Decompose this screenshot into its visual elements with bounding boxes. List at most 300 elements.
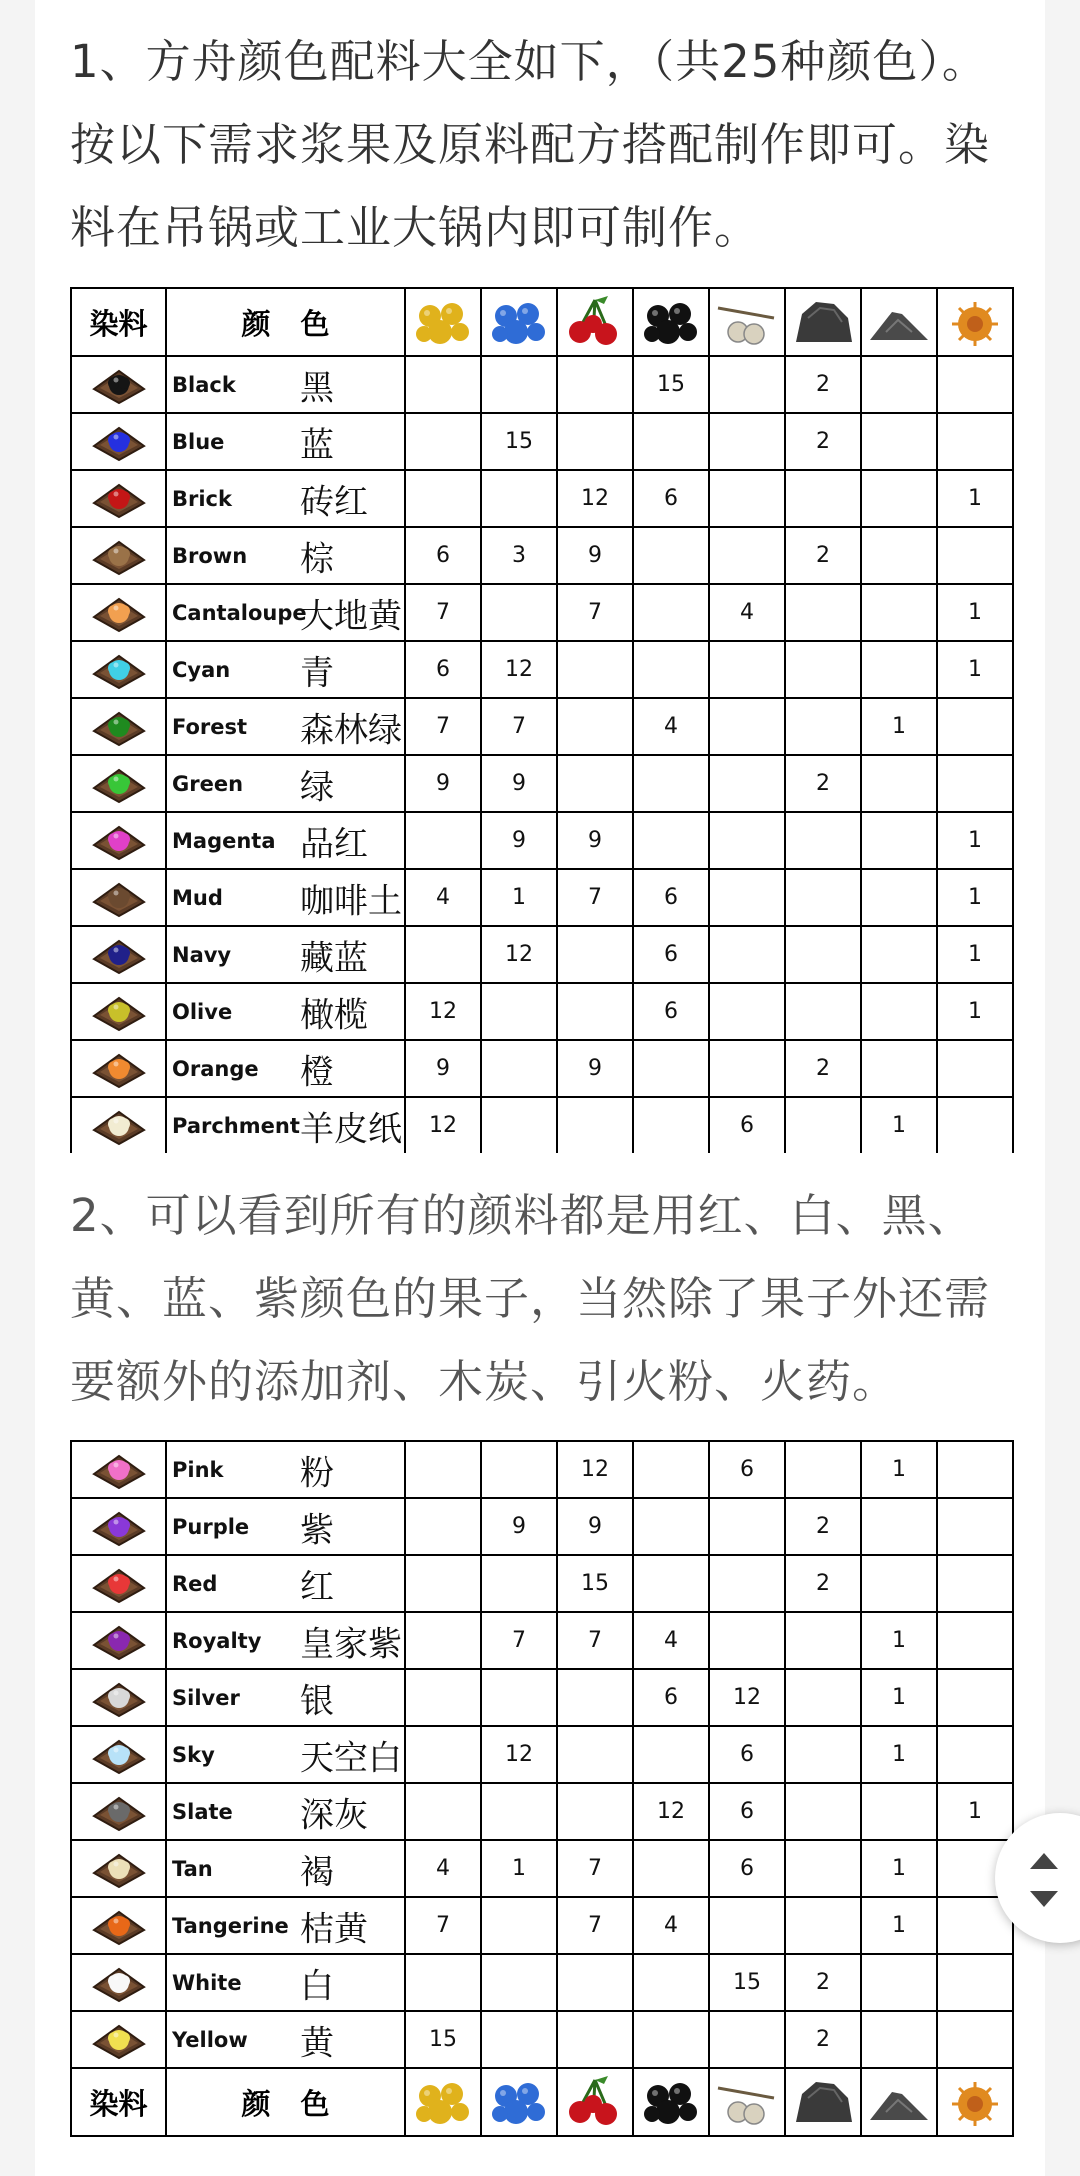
arrow-down-icon: [1030, 1891, 1058, 1907]
ingredient-amount: [937, 356, 1013, 413]
dye-name-en: Brown: [172, 543, 248, 568]
ingredient-amount: [633, 413, 709, 470]
dye-name-cn: 桔黄: [300, 1909, 368, 1949]
ingredient-amount: [481, 1040, 557, 1097]
white-berry-icon: [709, 2068, 785, 2136]
ingredient-amount: [861, 641, 937, 698]
ingredient-amount: 9: [557, 1040, 633, 1097]
dye-name-cn: 皇家紫: [300, 1624, 402, 1664]
dye-name-cell: [166, 1840, 405, 1897]
dye-name-en: Green: [172, 771, 244, 796]
dye-name-en: Cantaloupe: [172, 600, 307, 625]
dye-name-cell: [166, 1555, 405, 1612]
ingredient-amount: [709, 527, 785, 584]
ingredient-amount: 2: [785, 356, 861, 413]
ingredient-amount: [861, 983, 937, 1040]
ingredient-amount: [785, 1840, 861, 1897]
ingredient-amount: [633, 1555, 709, 1612]
ingredient-amount: [709, 812, 785, 869]
ingredient-amount: 12: [481, 926, 557, 983]
ingredient-amount: 1: [861, 1840, 937, 1897]
table-row: [71, 1097, 1013, 1153]
dye-name-cell: [166, 1726, 405, 1783]
ingredient-amount: 7: [557, 869, 633, 926]
ingredient-amount: [861, 2011, 937, 2068]
table-row: [71, 2011, 1013, 2068]
table-row: [71, 356, 1013, 413]
dye-icon: [71, 1897, 166, 1954]
dye-name-cell: [166, 2011, 405, 2068]
dye-name-cn: 深灰: [300, 1795, 368, 1835]
ingredient-amount: [937, 1954, 1013, 2011]
ingredient-amount: [633, 812, 709, 869]
ingredient-amount: [557, 926, 633, 983]
dye-name-cn: 红: [300, 1567, 334, 1607]
explanation-paragraph: 2、可以看到所有的颜料都是用红、白、黑、黄、蓝、紫颜色的果子，当然除了果子外还需要额外的添加剂、木炭、引火粉、火药。: [70, 1189, 991, 1408]
ingredient-amount: [405, 1612, 481, 1669]
ingredient-amount: [785, 470, 861, 527]
black-berry-icon: [633, 288, 709, 356]
ingredient-amount: [937, 1669, 1013, 1726]
ingredient-amount: [861, 413, 937, 470]
ingredient-amount: 1: [861, 1612, 937, 1669]
red-berry-icon: [557, 2068, 633, 2136]
ingredient-amount: 6: [633, 1669, 709, 1726]
ingredient-amount: 15: [405, 2011, 481, 2068]
dye-name-en: Tangerine: [172, 1913, 289, 1938]
dye-name-cn: 青: [300, 653, 334, 693]
dye-icon: [71, 470, 166, 527]
ingredient-amount: [405, 1441, 481, 1498]
dye-icon: [71, 2011, 166, 2068]
table-row: [71, 983, 1013, 1040]
dye-icon: [71, 1840, 166, 1897]
blue-berry-icon: [481, 2068, 557, 2136]
ingredient-amount: [405, 356, 481, 413]
ingredient-amount: 15: [481, 413, 557, 470]
dye-name-en: Pink: [172, 1457, 224, 1482]
ingredient-amount: 6: [709, 1097, 785, 1153]
dye-icon: [71, 698, 166, 755]
dye-icon: [71, 926, 166, 983]
dye-name-cell: [166, 584, 405, 641]
dye-name-cell: [166, 470, 405, 527]
footer-dye: 染料: [71, 2068, 166, 2136]
ingredient-amount: [481, 1555, 557, 1612]
ingredient-amount: [937, 1097, 1013, 1153]
ingredient-amount: [709, 983, 785, 1040]
ingredient-amount: 9: [481, 1498, 557, 1555]
ingredient-amount: [937, 2011, 1013, 2068]
ingredient-amount: [709, 869, 785, 926]
ingredient-amount: [405, 1669, 481, 1726]
dye-name-en: White: [172, 1970, 242, 1995]
ingredient-amount: [405, 413, 481, 470]
ingredient-amount: [861, 356, 937, 413]
ingredient-amount: [785, 1897, 861, 1954]
ingredient-amount: [405, 1555, 481, 1612]
ingredient-amount: 9: [557, 812, 633, 869]
ingredient-amount: 1: [861, 1726, 937, 1783]
dye-name-en: Blue: [172, 429, 225, 454]
ingredient-amount: 2: [785, 1555, 861, 1612]
dye-name-cn: 棕: [300, 539, 334, 579]
header-color: 颜色: [166, 288, 405, 356]
dye-icon: [71, 413, 166, 470]
ingredient-amount: [709, 413, 785, 470]
ingredient-amount: 1: [861, 1897, 937, 1954]
ingredient-amount: [481, 2011, 557, 2068]
ingredient-amount: [557, 413, 633, 470]
ingredient-amount: [709, 641, 785, 698]
ingredient-amount: 1: [861, 1441, 937, 1498]
ingredient-amount: 4: [405, 1840, 481, 1897]
ingredient-amount: 2: [785, 2011, 861, 2068]
dye-name-en: Slate: [172, 1799, 233, 1824]
dye-name-cell: [166, 1097, 405, 1153]
ingredient-amount: [557, 1097, 633, 1153]
ingredient-amount: [861, 869, 937, 926]
dye-icon: [71, 1726, 166, 1783]
ingredient-amount: 2: [785, 413, 861, 470]
ingredient-amount: [405, 812, 481, 869]
dye-icon: [71, 1555, 166, 1612]
ingredient-amount: [557, 356, 633, 413]
red-berry-icon: [557, 288, 633, 356]
dye-name-en: Forest: [172, 714, 248, 739]
ingredient-amount: 1: [937, 812, 1013, 869]
dye-name-cell: [166, 641, 405, 698]
ingredient-amount: 6: [633, 983, 709, 1040]
ingredient-amount: [709, 1612, 785, 1669]
dye-name-en: Orange: [172, 1056, 259, 1081]
ingredient-amount: [937, 755, 1013, 812]
white-berry-icon: [709, 288, 785, 356]
ingredient-amount: [937, 1498, 1013, 1555]
ingredient-amount: [481, 983, 557, 1040]
ingredient-amount: [481, 1097, 557, 1153]
table-row: [71, 869, 1013, 926]
dye-icon: [71, 641, 166, 698]
ingredient-amount: [785, 641, 861, 698]
ingredient-amount: 1: [481, 869, 557, 926]
ingredient-amount: [785, 812, 861, 869]
ingredient-amount: 7: [405, 584, 481, 641]
dye-name-cn: 褐: [300, 1852, 334, 1892]
ingredient-amount: 12: [557, 1441, 633, 1498]
dye-recipe-table-2: [70, 1440, 1014, 2137]
ingredient-amount: [481, 1897, 557, 1954]
ingredient-amount: 6: [633, 869, 709, 926]
black-berry-icon: [633, 2068, 709, 2136]
dye-name-cell: [166, 812, 405, 869]
table-row: [71, 641, 1013, 698]
ingredient-amount: [861, 1555, 937, 1612]
table-row: [71, 413, 1013, 470]
dye-name-cell: [166, 413, 405, 470]
ingredient-amount: 9: [405, 1040, 481, 1097]
ingredient-amount: [709, 1555, 785, 1612]
table-row: [71, 812, 1013, 869]
ingredient-amount: 6: [405, 527, 481, 584]
dye-name-cell: [166, 527, 405, 584]
ingredient-amount: 4: [405, 869, 481, 926]
charcoal-icon: [785, 2068, 861, 2136]
dye-name-en: Red: [172, 1571, 218, 1596]
ingredient-amount: 4: [709, 584, 785, 641]
dye-name-en: Yellow: [172, 2027, 248, 2052]
ingredient-amount: 6: [633, 926, 709, 983]
dye-name-cn: 大地黄: [300, 596, 402, 636]
ingredient-amount: 9: [481, 812, 557, 869]
sparkpowder-icon: [861, 2068, 937, 2136]
table-row: [71, 1954, 1013, 2011]
dye-name-cell: [166, 926, 405, 983]
dye-icon: [71, 356, 166, 413]
ingredient-amount: 7: [557, 1840, 633, 1897]
dye-icon: [71, 1669, 166, 1726]
ingredient-amount: [709, 755, 785, 812]
ingredient-amount: [481, 1783, 557, 1840]
ingredient-amount: [709, 470, 785, 527]
ingredient-amount: [709, 926, 785, 983]
dye-name-cn: 咖啡土: [300, 881, 402, 921]
dye-name-cn: 紫: [300, 1510, 334, 1550]
ingredient-amount: 6: [633, 470, 709, 527]
ingredient-amount: 15: [557, 1555, 633, 1612]
ingredient-amount: 2: [785, 1040, 861, 1097]
dye-name-en: Olive: [172, 999, 233, 1024]
dye-name-cell: [166, 869, 405, 926]
gunpowder-icon: [937, 2068, 1013, 2136]
ingredient-amount: [937, 1612, 1013, 1669]
ingredient-amount: 1: [481, 1840, 557, 1897]
dye-name-en: Purple: [172, 1514, 250, 1539]
ingredient-amount: 15: [633, 356, 709, 413]
ingredient-amount: [861, 584, 937, 641]
ingredient-amount: [405, 926, 481, 983]
table-header-row: [71, 288, 1013, 356]
ingredient-amount: [633, 1441, 709, 1498]
ingredient-amount: [633, 1097, 709, 1153]
dye-name-en: Silver: [172, 1685, 240, 1710]
dye-name-en: Parchment: [172, 1113, 300, 1138]
ingredient-amount: [861, 1040, 937, 1097]
ingredient-amount: [709, 356, 785, 413]
ingredient-amount: [709, 2011, 785, 2068]
charcoal-icon: [785, 288, 861, 356]
dye-name-cell: [166, 983, 405, 1040]
dye-name-en: Mud: [172, 885, 223, 910]
dye-name-cell: [166, 1441, 405, 1498]
table-row: [71, 1498, 1013, 1555]
ingredient-amount: [481, 1669, 557, 1726]
ingredient-amount: 1: [937, 926, 1013, 983]
table-row: [71, 1897, 1013, 1954]
ingredient-amount: 1: [937, 869, 1013, 926]
dye-icon: [71, 584, 166, 641]
dye-icon: [71, 755, 166, 812]
ingredient-amount: 2: [785, 1498, 861, 1555]
intro-paragraph: 1、方舟颜色配料大全如下，（共25种颜色）。按以下需求浆果及原料配方搭配制作即可。染料在吊锅或工业大锅内即可制作。: [70, 35, 991, 254]
ingredient-amount: [405, 1954, 481, 2011]
table-row: [71, 584, 1013, 641]
dye-name-cn: 藏蓝: [300, 938, 368, 978]
dye-name-cn: 黄: [300, 2023, 334, 2063]
table-row: [71, 1783, 1013, 1840]
ingredient-amount: 9: [481, 755, 557, 812]
table-row: [71, 698, 1013, 755]
dye-name-en: Cyan: [172, 657, 231, 682]
table-footer-header-row: [71, 2068, 1013, 2136]
ingredient-amount: [861, 470, 937, 527]
ingredient-amount: 9: [557, 527, 633, 584]
ingredient-amount: [785, 926, 861, 983]
ingredient-amount: [709, 698, 785, 755]
dye-name-cell: [166, 1783, 405, 1840]
yellow-berry-icon: [405, 288, 481, 356]
dye-name-cn: 橙: [300, 1052, 334, 1092]
ingredient-amount: [557, 983, 633, 1040]
ingredient-amount: [557, 755, 633, 812]
ingredient-amount: [557, 1783, 633, 1840]
ingredient-amount: [861, 527, 937, 584]
blue-berry-icon: [481, 288, 557, 356]
ingredient-amount: [937, 698, 1013, 755]
ingredient-amount: [481, 356, 557, 413]
ingredient-amount: 12: [633, 1783, 709, 1840]
ingredient-amount: 4: [633, 698, 709, 755]
dye-name-cn: 羊皮纸: [300, 1109, 402, 1149]
ingredient-amount: 1: [861, 1097, 937, 1153]
dye-name-cn: 蓝: [300, 425, 334, 465]
dye-name-en: Magenta: [172, 828, 276, 853]
ingredient-amount: 12: [481, 641, 557, 698]
ingredient-amount: 4: [633, 1897, 709, 1954]
dye-name-en: Sky: [172, 1742, 215, 1767]
table-row: [71, 1669, 1013, 1726]
ingredient-amount: 12: [709, 1669, 785, 1726]
ingredient-amount: [405, 1783, 481, 1840]
ingredient-amount: [937, 1726, 1013, 1783]
ingredient-amount: [937, 1441, 1013, 1498]
ingredient-amount: 12: [557, 470, 633, 527]
dye-name-cell: [166, 1669, 405, 1726]
ingredient-amount: [481, 1954, 557, 2011]
sparkpowder-icon: [861, 288, 937, 356]
dye-name-cn: 银: [300, 1681, 334, 1721]
ingredient-amount: [481, 1441, 557, 1498]
ingredient-amount: 7: [481, 1612, 557, 1669]
ingredient-amount: [633, 1498, 709, 1555]
ingredient-amount: [633, 755, 709, 812]
ingredient-amount: 7: [557, 1897, 633, 1954]
dye-name-cell: [166, 755, 405, 812]
dye-icon: [71, 1441, 166, 1498]
ingredient-amount: [861, 1954, 937, 2011]
ingredient-amount: [405, 470, 481, 527]
dye-name-cell: [166, 1954, 405, 2011]
ingredient-amount: [481, 470, 557, 527]
dye-name-cell: [166, 1612, 405, 1669]
yellow-berry-icon: [405, 2068, 481, 2136]
dye-icon: [71, 527, 166, 584]
ingredient-amount: [785, 869, 861, 926]
dye-name-cn: 白: [300, 1966, 334, 2006]
ingredient-amount: 1: [937, 641, 1013, 698]
dye-name-cn: 绿: [300, 767, 334, 807]
dye-name-en: Navy: [172, 942, 232, 967]
ingredient-amount: [481, 584, 557, 641]
ingredient-amount: 9: [557, 1498, 633, 1555]
ingredient-amount: 1: [861, 698, 937, 755]
ingredient-amount: [937, 1555, 1013, 1612]
table-row: [71, 1555, 1013, 1612]
ingredient-amount: [633, 584, 709, 641]
ingredient-amount: 1: [861, 1669, 937, 1726]
ingredient-amount: 9: [405, 755, 481, 812]
ingredient-amount: [709, 1897, 785, 1954]
ingredient-amount: 6: [709, 1441, 785, 1498]
ingredient-amount: 3: [481, 527, 557, 584]
ingredient-amount: 6: [709, 1783, 785, 1840]
ingredient-amount: [937, 413, 1013, 470]
dye-name-cn: 橄榄: [300, 995, 368, 1035]
dye-name-cn: 砖红: [300, 482, 368, 522]
dye-recipe-table-1: [70, 287, 1014, 1153]
ingredient-amount: [557, 1669, 633, 1726]
gunpowder-icon: [937, 288, 1013, 356]
table-row: [71, 1612, 1013, 1669]
ingredient-amount: [557, 2011, 633, 2068]
ingredient-amount: 2: [785, 755, 861, 812]
ingredient-amount: [785, 1783, 861, 1840]
table-row: [71, 926, 1013, 983]
ingredient-amount: [785, 983, 861, 1040]
ingredient-amount: [633, 641, 709, 698]
ingredient-amount: 6: [405, 641, 481, 698]
dye-name-cn: 粉: [300, 1453, 334, 1493]
ingredient-amount: [557, 1726, 633, 1783]
table-row: [71, 1840, 1013, 1897]
table-row: [71, 527, 1013, 584]
ingredient-amount: 2: [785, 1954, 861, 2011]
ingredient-amount: 6: [709, 1726, 785, 1783]
ingredient-amount: [861, 926, 937, 983]
ingredient-amount: 1: [937, 983, 1013, 1040]
arrow-up-icon: [1030, 1853, 1058, 1869]
dye-icon: [71, 1498, 166, 1555]
dye-icon: [71, 1954, 166, 2011]
dye-icon: [71, 1783, 166, 1840]
ingredient-amount: [785, 584, 861, 641]
dye-icon: [71, 983, 166, 1040]
dye-name-cell: [166, 698, 405, 755]
dye-name-cn: 天空白: [300, 1738, 402, 1778]
ingredient-amount: [861, 812, 937, 869]
dye-icon: [71, 1097, 166, 1153]
dye-name-cell: [166, 1040, 405, 1097]
ingredient-amount: [861, 1498, 937, 1555]
ingredient-amount: [633, 1726, 709, 1783]
ingredient-amount: 12: [481, 1726, 557, 1783]
ingredient-amount: 4: [633, 1612, 709, 1669]
ingredient-amount: 12: [405, 983, 481, 1040]
dye-icon: [71, 812, 166, 869]
dye-name-en: Royalty: [172, 1628, 262, 1653]
dye-name-cn: 黑: [300, 368, 334, 408]
ingredient-amount: [937, 1040, 1013, 1097]
